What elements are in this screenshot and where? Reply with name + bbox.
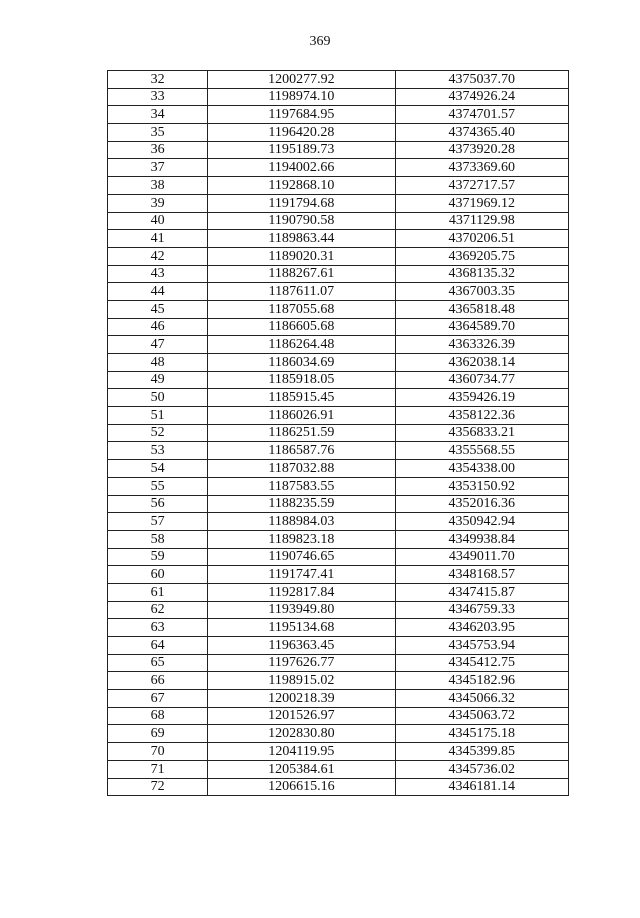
x-coordinate-cell: 1204119.95 [208,743,395,761]
x-coordinate-cell: 1187583.55 [208,477,395,495]
x-coordinate-cell: 1200218.39 [208,690,395,708]
point-number-cell: 58 [108,530,208,548]
y-coordinate-cell: 4345175.18 [395,725,568,743]
table-row [108,743,569,761]
table-row [108,530,569,548]
x-coordinate-cell: 1188984.03 [208,513,395,531]
point-number-cell: 40 [108,212,208,230]
table-row [108,583,569,601]
y-coordinate-cell: 4355568.55 [395,442,568,460]
x-coordinate-cell: 1202830.80 [208,725,395,743]
x-coordinate-cell: 1190790.58 [208,212,395,230]
point-number-cell: 49 [108,371,208,389]
table-row [108,707,569,725]
y-coordinate-cell: 4345182.96 [395,672,568,690]
point-number-cell: 59 [108,548,208,566]
y-coordinate-cell: 4345412.75 [395,654,568,672]
point-number-cell: 62 [108,601,208,619]
x-coordinate-cell: 1200277.92 [208,71,395,89]
table-row [108,71,569,89]
table-row [108,141,569,159]
coordinates-table-body [108,71,569,796]
x-coordinate-cell: 1186251.59 [208,424,395,442]
table-row [108,442,569,460]
y-coordinate-cell: 4345736.02 [395,760,568,778]
point-number-cell: 32 [108,71,208,89]
y-coordinate-cell: 4348168.57 [395,566,568,584]
table-row [108,619,569,637]
y-coordinate-cell: 4370206.51 [395,230,568,248]
x-coordinate-cell: 1191794.68 [208,194,395,212]
x-coordinate-cell: 1186605.68 [208,318,395,336]
x-coordinate-cell: 1189823.18 [208,530,395,548]
point-number-cell: 66 [108,672,208,690]
y-coordinate-cell: 4371129.98 [395,212,568,230]
x-coordinate-cell: 1189863.44 [208,230,395,248]
x-coordinate-cell: 1191747.41 [208,566,395,584]
table-row [108,778,569,796]
point-number-cell: 68 [108,707,208,725]
table-row [108,106,569,124]
y-coordinate-cell: 4368135.32 [395,265,568,283]
y-coordinate-cell: 4362038.14 [395,354,568,372]
x-coordinate-cell: 1186264.48 [208,336,395,354]
table-row [108,265,569,283]
table-row [108,566,569,584]
point-number-cell: 56 [108,495,208,513]
point-number-cell: 50 [108,389,208,407]
y-coordinate-cell: 4369205.75 [395,247,568,265]
y-coordinate-cell: 4372717.57 [395,177,568,195]
x-coordinate-cell: 1187055.68 [208,300,395,318]
table-row [108,424,569,442]
x-coordinate-cell: 1190746.65 [208,548,395,566]
x-coordinate-cell: 1188267.61 [208,265,395,283]
y-coordinate-cell: 4371969.12 [395,194,568,212]
x-coordinate-cell: 1192868.10 [208,177,395,195]
point-number-cell: 47 [108,336,208,354]
x-coordinate-cell: 1206615.16 [208,778,395,796]
y-coordinate-cell: 4374926.24 [395,88,568,106]
x-coordinate-cell: 1198915.02 [208,672,395,690]
table-row [108,760,569,778]
table-row [108,389,569,407]
y-coordinate-cell: 4346759.33 [395,601,568,619]
x-coordinate-cell: 1195189.73 [208,141,395,159]
table-row [108,548,569,566]
table-row [108,247,569,265]
point-number-cell: 65 [108,654,208,672]
point-number-cell: 33 [108,88,208,106]
y-coordinate-cell: 4346181.14 [395,778,568,796]
x-coordinate-cell: 1194002.66 [208,159,395,177]
table-row [108,495,569,513]
point-number-cell: 43 [108,265,208,283]
x-coordinate-cell: 1196420.28 [208,124,395,142]
x-coordinate-cell: 1188235.59 [208,495,395,513]
point-number-cell: 44 [108,283,208,301]
y-coordinate-cell: 4352016.36 [395,495,568,513]
table-row [108,194,569,212]
y-coordinate-cell: 4353150.92 [395,477,568,495]
table-row [108,601,569,619]
table-row [108,672,569,690]
table-row [108,637,569,655]
y-coordinate-cell: 4356833.21 [395,424,568,442]
y-coordinate-cell: 4364589.70 [395,318,568,336]
x-coordinate-cell: 1187032.88 [208,460,395,478]
x-coordinate-cell: 1201526.97 [208,707,395,725]
point-number-cell: 57 [108,513,208,531]
x-coordinate-cell: 1185915.45 [208,389,395,407]
y-coordinate-cell: 4375037.70 [395,71,568,89]
x-coordinate-cell: 1198974.10 [208,88,395,106]
point-number-cell: 42 [108,247,208,265]
point-number-cell: 72 [108,778,208,796]
table-row [108,407,569,425]
y-coordinate-cell: 4350942.94 [395,513,568,531]
point-number-cell: 60 [108,566,208,584]
table-row [108,283,569,301]
x-coordinate-cell: 1187611.07 [208,283,395,301]
x-coordinate-cell: 1189020.31 [208,247,395,265]
y-coordinate-cell: 4354338.00 [395,460,568,478]
point-number-cell: 39 [108,194,208,212]
y-coordinate-cell: 4349938.84 [395,530,568,548]
table-row [108,230,569,248]
x-coordinate-cell: 1195134.68 [208,619,395,637]
y-coordinate-cell: 4373369.60 [395,159,568,177]
table-row [108,460,569,478]
table-row [108,212,569,230]
x-coordinate-cell: 1186587.76 [208,442,395,460]
point-number-cell: 38 [108,177,208,195]
point-number-cell: 67 [108,690,208,708]
point-number-cell: 61 [108,583,208,601]
y-coordinate-cell: 4373920.28 [395,141,568,159]
y-coordinate-cell: 4345753.94 [395,637,568,655]
point-number-cell: 64 [108,637,208,655]
table-row [108,88,569,106]
table-row [108,371,569,389]
table-row [108,124,569,142]
point-number-cell: 48 [108,354,208,372]
y-coordinate-cell: 4363326.39 [395,336,568,354]
table-row [108,318,569,336]
y-coordinate-cell: 4374701.57 [395,106,568,124]
y-coordinate-cell: 4360734.77 [395,371,568,389]
x-coordinate-cell: 1186034.69 [208,354,395,372]
point-number-cell: 52 [108,424,208,442]
table-row [108,177,569,195]
point-number-cell: 35 [108,124,208,142]
y-coordinate-cell: 4365818.48 [395,300,568,318]
point-number-cell: 45 [108,300,208,318]
point-number-cell: 54 [108,460,208,478]
x-coordinate-cell: 1193949.80 [208,601,395,619]
x-coordinate-cell: 1205384.61 [208,760,395,778]
page-number: 369 [309,34,331,49]
table-row [108,477,569,495]
point-number-cell: 63 [108,619,208,637]
x-coordinate-cell: 1186026.91 [208,407,395,425]
point-number-cell: 51 [108,407,208,425]
point-number-cell: 53 [108,442,208,460]
point-number-cell: 69 [108,725,208,743]
y-coordinate-cell: 4347415.87 [395,583,568,601]
point-number-cell: 55 [108,477,208,495]
y-coordinate-cell: 4358122.36 [395,407,568,425]
y-coordinate-cell: 4359426.19 [395,389,568,407]
x-coordinate-cell: 1196363.45 [208,637,395,655]
table-row [108,354,569,372]
y-coordinate-cell: 4345063.72 [395,707,568,725]
table-row [108,159,569,177]
y-coordinate-cell: 4367003.35 [395,283,568,301]
point-number-cell: 70 [108,743,208,761]
point-number-cell: 46 [108,318,208,336]
x-coordinate-cell: 1197684.95 [208,106,395,124]
x-coordinate-cell: 1185918.05 [208,371,395,389]
point-number-cell: 37 [108,159,208,177]
point-number-cell: 36 [108,141,208,159]
point-number-cell: 71 [108,760,208,778]
table-row [108,336,569,354]
coordinates-table [107,70,569,796]
table-row [108,513,569,531]
point-number-cell: 34 [108,106,208,124]
table-row [108,725,569,743]
table-row [108,654,569,672]
x-coordinate-cell: 1197626.77 [208,654,395,672]
point-number-cell: 41 [108,230,208,248]
y-coordinate-cell: 4345066.32 [395,690,568,708]
y-coordinate-cell: 4345399.85 [395,743,568,761]
x-coordinate-cell: 1192817.84 [208,583,395,601]
y-coordinate-cell: 4374365.40 [395,124,568,142]
table-row [108,300,569,318]
y-coordinate-cell: 4349011.70 [395,548,568,566]
table-row [108,690,569,708]
y-coordinate-cell: 4346203.95 [395,619,568,637]
